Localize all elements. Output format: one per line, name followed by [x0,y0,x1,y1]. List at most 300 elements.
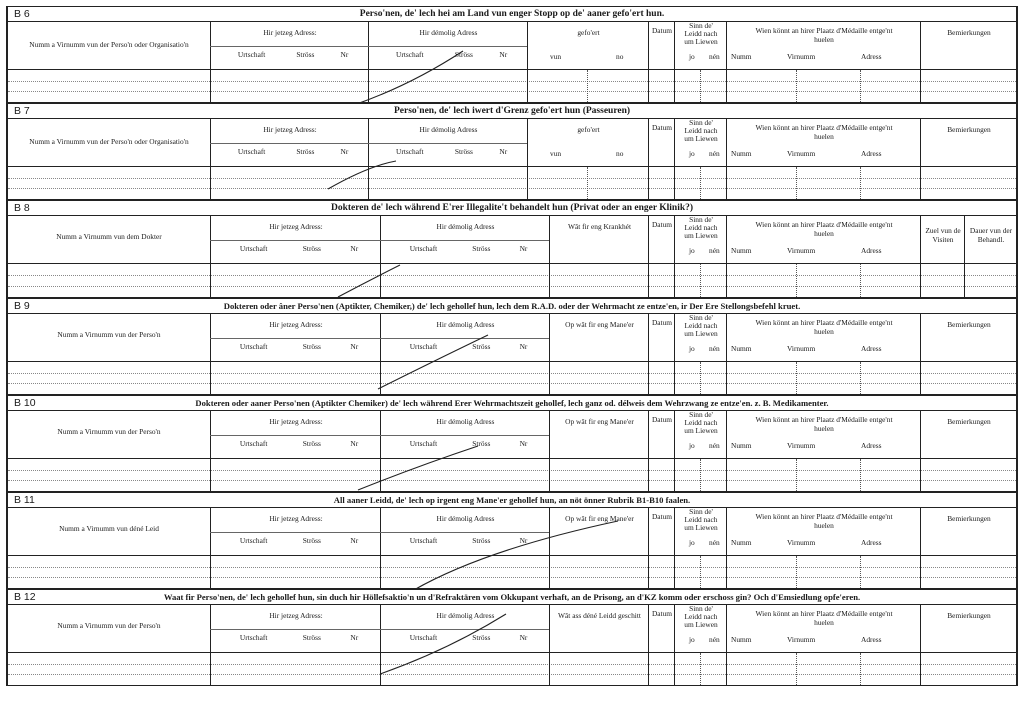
urtschaft-label: Urtschaft [237,50,266,59]
virnumm-label: Virnumm [787,149,816,158]
column-line [674,167,675,199]
sub-column-line [700,459,701,491]
column-line [549,653,550,685]
column-line [726,362,727,394]
wien-label: Wien könnt an hirer Plaatz d'Médaille entge'nt huelen [755,609,893,627]
bemierkungen-header [920,314,1017,361]
nr-label: Nr [499,147,508,156]
bemierkungen-header [920,605,1017,652]
virnumm-label: Virnumm [787,344,816,353]
section-header-bar [8,493,1016,508]
column-line [920,167,921,199]
row-divider [8,470,1016,471]
gefoert-label: gefo'ert [577,28,600,37]
name-column-header [8,508,210,555]
jo-label: jo [689,344,695,353]
column-line [920,264,921,297]
nen-label: nén [709,246,720,255]
stross-label: Ströss [472,342,491,351]
section-b8 [6,200,1018,298]
medaille-header [726,314,921,361]
sinn-header [674,605,727,652]
sub-column-line [700,362,701,394]
nr-label: Nr [499,50,508,59]
dauer-label: Dauer vun der Behandl. [969,226,1013,244]
sub-column-line [796,653,797,685]
column-line [527,70,528,102]
section-title: Perso'nen, de' lech hei am Land vun enger Stopp op de' aaner gefo'ert hun. [359,9,665,19]
stross-label: Ströss [302,536,321,545]
column-line [726,167,727,199]
mid-column-header [549,605,649,652]
address-subline [380,338,549,339]
nen-label: nén [709,344,720,353]
nr-label: Nr [350,244,359,253]
column-line [549,264,550,297]
data-rows[interactable] [8,556,1016,588]
stross-label: Ströss [296,147,315,156]
column-line [920,362,921,394]
adress-label: Adress [861,149,882,158]
sinn-header [674,508,727,555]
sub-column-line [700,70,701,102]
datum-label: Datum [651,609,673,618]
urtschaft-label: Urtschaft [239,244,268,253]
section-code: B 9 [14,300,30,312]
column-header [8,314,1016,362]
wien-label: Wien könnt an hirer Plaatz d'Médaille entge'nt huelen [755,123,893,141]
wien-label: Wien könnt an hirer Plaatz d'Médaille entge'nt huelen [755,220,893,238]
jetzeg-address-label: Hir jetzeg Adress: [269,514,323,523]
adress-label: Adress [861,538,882,547]
name-column-header [8,411,210,458]
address-subline [210,435,380,436]
row-divider [8,286,1016,287]
demolig-address-label: Hir démolig Adress [436,417,495,426]
section-code: B 6 [14,8,30,20]
bemierkungen-label: Bemierkungen [947,28,991,37]
bemierkungen-header [920,119,1017,166]
name-column-label: Numm a Virnumm vun der Perso'n [57,427,161,436]
row-divider [8,91,1016,92]
datum-header [648,119,675,166]
row-divider [8,664,1016,665]
stross-label: Ströss [302,439,321,448]
datum-header [648,22,675,69]
column-line [368,70,369,102]
row-divider [8,674,1016,675]
demolig-address-label: Hir démolig Adress [436,320,495,329]
address-subline [210,338,380,339]
nen-label: nén [709,52,720,61]
column-line [674,362,675,394]
nr-label: Nr [519,439,528,448]
row-divider [8,275,1016,276]
stross-label: Ströss [296,50,315,59]
sinn-header [674,216,727,263]
column-header [8,22,1016,70]
sub-column-line [700,556,701,588]
mid-column-header [549,314,649,361]
sinn-label: Sinn de' Leidd nach um Liewen [684,215,718,240]
column-line [920,653,921,685]
sinn-label: Sinn de' Leidd nach um Liewen [684,410,718,435]
jo-label: jo [689,441,695,450]
section-code: B 12 [14,591,36,603]
bemierkungen-header [920,508,1017,555]
stross-label: Ströss [302,244,321,253]
column-line [527,167,528,199]
sub-column-line [796,362,797,394]
sub-column-line [587,70,588,102]
section-b11 [6,492,1018,589]
urtschaft-label: Urtschaft [396,50,424,59]
column-header [8,216,1016,264]
datum-header [648,314,675,361]
data-rows[interactable] [8,653,1016,685]
section-title: Waat fir Perso'nen, de' lech gehollef hun, sin duch hir Höllefsaktio'n un d'Refraktären vom Okkupant verhaft, an de Prisong, an d'KZ komm oder erschoss gin? Och d'Emsiedlung opfe'eren. [163,592,861,602]
urtschaft-label: Urtschaft [409,342,438,351]
name-column-header [8,216,210,263]
nen-label: nén [709,149,720,158]
column-line [549,556,550,588]
section-title: All aaner Leidd, de' lech op irgent eng Mane'er gehollef hun, an nöt önner Rubrik B1-B10 faalen. [333,495,691,505]
row-divider [8,178,1016,179]
row-divider [8,373,1016,374]
name-column-header [8,22,210,69]
jetzeg-address-label: Hir jetzeg Adress: [269,417,323,426]
column-line [210,167,211,199]
nr-label: Nr [350,536,359,545]
jo-label: jo [689,246,695,255]
sinn-header [674,119,727,166]
urtschaft-label: Urtschaft [239,439,268,448]
column-line [920,70,921,102]
numm-label: Numm [731,246,752,255]
section-header-bar [8,299,1016,314]
address-subline [368,46,527,47]
address-subline [210,143,368,144]
sub-column-line [796,70,797,102]
sub-column-line [860,556,861,588]
nr-label: Nr [340,147,349,156]
wien-label: Wien könnt an hirer Plaatz d'Médaille entge'nt huelen [755,512,893,530]
nr-label: Nr [519,342,528,351]
column-line [674,70,675,102]
name-column-label: Numm a Virnumm vun der Perso'n [57,330,161,339]
section-title: Dokteren de' lech während E'rer Illegalite't behandelt hun (Privat oder an enger Klinik?) [330,203,694,213]
medaille-header [726,216,921,263]
nr-label: Nr [519,536,528,545]
name-column-label: Numm a Virnumm vun dem Dokter [56,232,162,241]
jo-label: jo [689,538,695,547]
sinn-label: Sinn de' Leidd nach um Liewen [684,118,718,143]
numm-label: Numm [731,441,752,450]
bemierkungen-label: Bemierkungen [947,125,991,134]
jetzeg-address-label: Hir jetzeg Adress: [263,28,317,37]
column-line [648,459,649,491]
column-line [210,264,211,297]
stross-label: Ströss [472,536,491,545]
row-divider [8,188,1016,189]
jetzeg-address-label: Hir jetzeg Adress: [269,222,323,231]
column-header [8,411,1016,459]
column-line [674,264,675,297]
numm-label: Numm [731,635,752,644]
section-code: B 11 [14,494,35,506]
sinn-label: Sinn de' Leidd nach um Liewen [684,507,718,532]
address-subline [210,46,368,47]
datum-label: Datum [651,123,673,132]
stross-label: Ströss [472,244,491,253]
section-code: B 8 [14,202,30,214]
column-line [674,653,675,685]
datum-header [648,411,675,458]
bemierkungen-label: Bemierkungen [947,514,991,523]
name-column-label: Numm a Virnumm vun der Perso'n oder Organisatio'n [29,40,189,49]
sub-column-line [796,556,797,588]
mid-column-label: Op wât fir eng Mane'er [565,320,634,329]
column-line [210,653,211,685]
wien-label: Wien könnt an hirer Plaatz d'Médaille entge'nt huelen [755,415,893,433]
adress-label: Adress [861,246,882,255]
row-divider [8,577,1016,578]
mid-column-label: Wât ass déné Leidd geschitt [558,611,641,620]
vun-label: vun [550,149,562,158]
no-label: no [616,52,624,61]
no-label: no [616,149,624,158]
address-subline [210,629,380,630]
column-line [648,556,649,588]
column-line [210,362,211,394]
urtschaft-label: Urtschaft [409,439,438,448]
column-line [726,459,727,491]
nr-label: Nr [350,633,359,642]
column-line [920,459,921,491]
sub-column-line [796,167,797,199]
jo-label: jo [689,149,695,158]
column-line [674,556,675,588]
stross-label: Ströss [454,147,473,156]
nr-label: Nr [350,439,359,448]
jetzeg-address-label: Hir jetzeg Adress: [263,125,317,134]
column-line [648,362,649,394]
demolig-address-label: Hir démolig Adress [436,514,495,523]
stross-label: Ströss [302,633,321,642]
nr-label: Nr [350,342,359,351]
column-line [210,556,211,588]
sinn-label: Sinn de' Leidd nach um Liewen [684,21,718,46]
row-divider [8,383,1016,384]
column-line [648,264,649,297]
column-line [380,653,381,685]
column-line [549,459,550,491]
nen-label: nén [709,441,720,450]
sub-column-line [796,459,797,491]
column-header [8,605,1016,653]
name-column-label: Numm a Virnumm vun déné Leid [59,524,159,533]
column-header [8,508,1016,556]
demolig-address-label: Hir démolig Adress [419,28,478,37]
column-line [648,167,649,199]
medaille-header [726,22,921,69]
column-line [648,653,649,685]
section-code: B 10 [14,397,36,409]
address-subline [380,532,549,533]
column-line [726,556,727,588]
sub-column-line [860,459,861,491]
jo-label: jo [689,52,695,61]
zuel-label: Zuel vun de Visiten [925,226,961,244]
column-line [380,362,381,394]
datum-label: Datum [651,220,673,229]
row-divider [8,480,1016,481]
wien-label: Wien könnt an hirer Plaatz d'Médaille entge'nt huelen [755,318,893,336]
column-header [8,119,1016,167]
mid-column-header [527,119,649,166]
section-title: Perso'nen, de' lech iwert d'Grenz gefo'ert hun (Passeuren) [393,106,631,116]
section-b6 [6,6,1018,103]
numm-label: Numm [731,344,752,353]
mid-column-label: Wât fir eng Krankhét [568,222,631,231]
column-line [380,556,381,588]
vun-label: vun [550,52,562,61]
virnumm-label: Virnumm [787,538,816,547]
column-line [368,167,369,199]
medaille-header [726,605,921,652]
demolig-address-label: Hir démolig Adress [419,125,478,134]
nr-label: Nr [340,50,349,59]
nen-label: nén [709,538,720,547]
section-title: Dokteren oder aaner Perso'nen (Aptikter Chemiker) de' lech während Erer Wehrmachtszeit gehollef, lech ganz od. délweis dem Wehrzwang ze entze'en. z. B. Medikamenter. [195,398,829,408]
section-title: Dokteren oder âner Perso'nen (Aptikter, Chemiker,) de' lech gehollef hun, lech dem R.A.D. oder der Wehrmacht ze entze'en, ir Der Ere Stellongsbefehl kruet. [223,301,801,311]
dauer-header [964,216,1017,263]
wien-label: Wien könnt an hirer Plaatz d'Médaille entge'nt huelen [755,26,893,44]
column-line [380,264,381,297]
row-divider [8,81,1016,82]
column-line [726,264,727,297]
nen-label: nén [709,635,720,644]
data-rows[interactable] [8,167,1016,199]
sub-column-line [796,264,797,297]
name-column-header [8,314,210,361]
datum-label: Datum [651,415,673,424]
stross-label: Ströss [472,633,491,642]
column-line [920,556,921,588]
virnumm-label: Virnumm [787,52,816,61]
section-header-bar [8,7,1016,22]
adress-label: Adress [861,635,882,644]
section-b10 [6,395,1018,492]
mid-column-label: Op wât fir eng Mane'er [565,514,634,523]
name-column-label: Numm a Virnumm vun der Perso'n [57,621,161,630]
sinn-header [674,22,727,69]
sub-column-line [860,167,861,199]
datum-header [648,508,675,555]
urtschaft-label: Urtschaft [409,244,438,253]
jetzeg-address-label: Hir jetzeg Adress: [269,611,323,620]
medaille-header [726,508,921,555]
datum-label: Datum [651,26,673,35]
section-header-bar [8,396,1016,411]
sub-column-line [860,362,861,394]
column-line [380,459,381,491]
address-subline [380,435,549,436]
column-line [674,459,675,491]
bemierkungen-header [920,411,1017,458]
datum-label: Datum [651,512,673,521]
sub-column-line [587,167,588,199]
section-code: B 7 [14,105,30,117]
sub-column-line [860,264,861,297]
numm-label: Numm [731,149,752,158]
stross-label: Ströss [302,342,321,351]
medaille-header [726,119,921,166]
data-rows[interactable] [8,459,1016,491]
urtschaft-label: Urtschaft [396,147,424,156]
sub-column-line [860,653,861,685]
demolig-address-label: Hir démolig Adress [436,222,495,231]
sinn-label: Sinn de' Leidd nach um Liewen [684,313,718,338]
datum-header [648,605,675,652]
sub-column-line [860,70,861,102]
stross-label: Ströss [472,439,491,448]
sub-column-line [700,167,701,199]
bemierkungen-label: Bemierkungen [947,611,991,620]
column-line [726,70,727,102]
address-subline [210,532,380,533]
gefoert-label: gefo'ert [577,125,600,134]
demolig-address-label: Hir démolig Adress [436,611,495,620]
urtschaft-label: Urtschaft [237,147,266,156]
urtschaft-label: Urtschaft [409,633,438,642]
mid-column-header [549,216,649,263]
row-divider [8,567,1016,568]
sub-column-line [700,264,701,297]
section-b12 [6,589,1018,686]
data-rows[interactable] [8,70,1016,102]
column-line [648,70,649,102]
numm-label: Numm [731,52,752,61]
sinn-label: Sinn de' Leidd nach um Liewen [684,604,718,629]
mid-column-header [549,411,649,458]
sinn-header [674,314,727,361]
medaille-header [726,411,921,458]
name-column-label: Numm a Virnumm vun der Perso'n oder Organisatio'n [29,137,189,146]
mid-column-header [549,508,649,555]
section-header-bar [8,590,1016,605]
bemierkungen-header [920,22,1017,69]
bemierkungen-label: Bemierkungen [947,417,991,426]
section-header-bar [8,201,1016,216]
column-line [210,459,211,491]
virnumm-label: Virnumm [787,441,816,450]
data-rows[interactable] [8,362,1016,394]
adress-label: Adress [861,52,882,61]
sub-column-line [700,653,701,685]
data-rows[interactable] [8,264,1016,297]
address-subline [380,629,549,630]
datum-header [648,216,675,263]
nr-label: Nr [519,633,528,642]
zuel-header [920,216,965,263]
section-header-bar [8,104,1016,119]
urtschaft-label: Urtschaft [239,633,268,642]
column-line [549,362,550,394]
jetzeg-address-label: Hir jetzeg Adress: [269,320,323,329]
sinn-header [674,411,727,458]
urtschaft-label: Urtschaft [239,536,268,545]
